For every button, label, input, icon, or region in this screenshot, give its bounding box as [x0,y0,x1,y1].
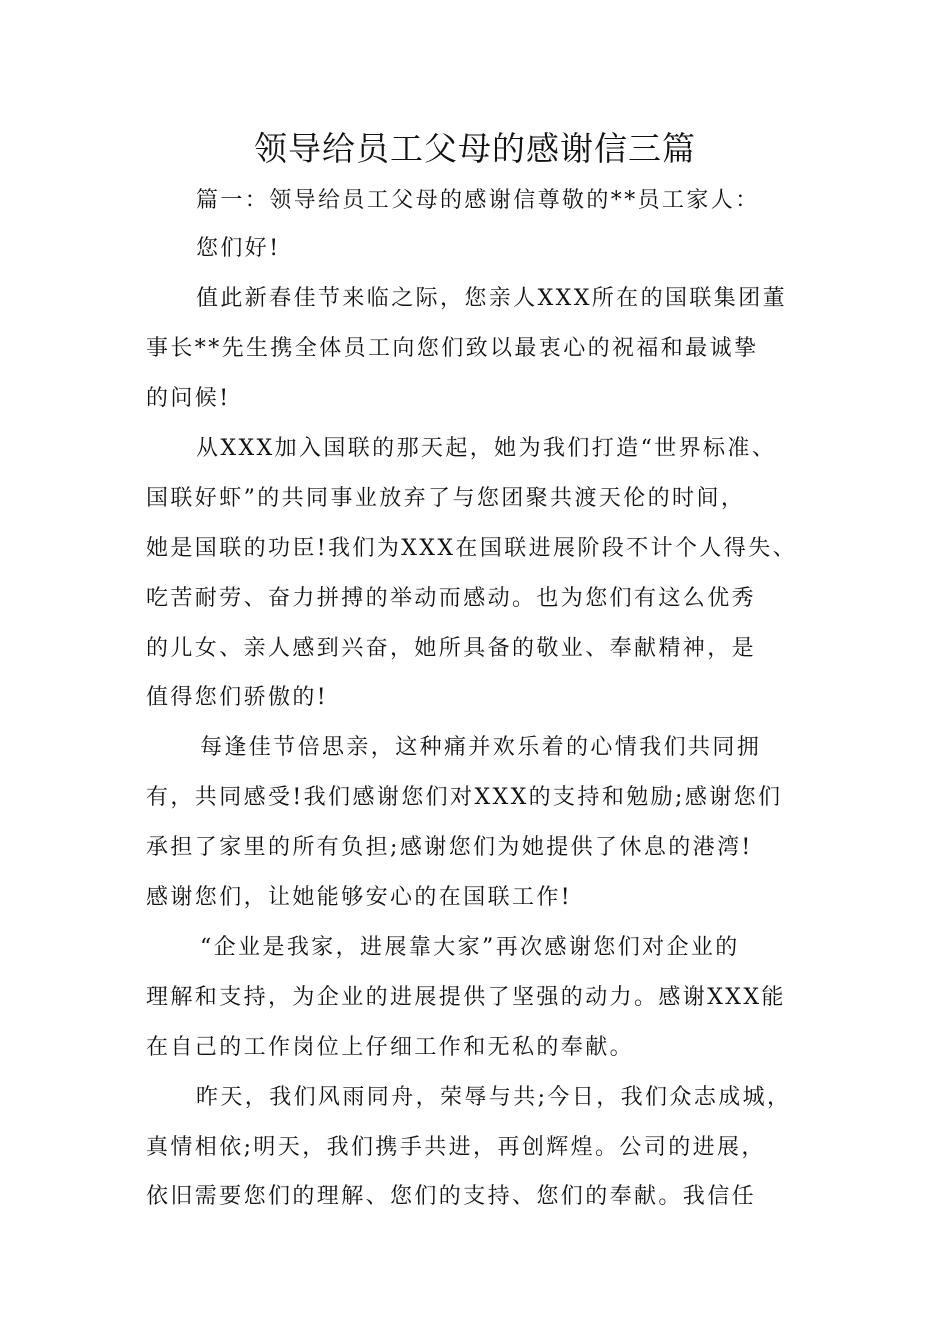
text-line: 感谢您们，让她能够安心的在国联工作! [146,885,573,910]
document-title: 领导给员工父母的感谢信三篇 [254,129,696,168]
text-line: “企业是我家，进展靠大家”再次感谢您们对企业的 [200,935,740,960]
text-line: 依旧需要您们的理解、您们的支持、您们的奉献。我信任 [146,1184,757,1209]
text-line: 的问候! [146,386,231,411]
text-line: 您们好! [196,236,281,261]
text-line: 国联好虾”的共同事业放弃了与您团聚共渡天伦的时间， [146,486,746,511]
text-line: 真情相依;明天，我们携手共进，再创辉煌。公司的进展， [146,1135,766,1160]
text-line: 每逢佳节倍思亲，这种痛并欢乐着的心情我们共同拥 [200,735,762,760]
text-line: 在自己的工作岗位上仔细工作和无私的奉献。 [146,1035,635,1060]
text-line: 承担了家里的所有负担;感谢您们为她提供了休息的港湾! [146,835,753,860]
text-line: 从XXX加入国联的那天起，她为我们打造“世界标准、 [196,436,777,461]
text-line: 吃苦耐劳、奋力拼搏的举动而感动。也为您们有这么优秀 [146,586,757,611]
text-line: 昨天，我们风雨同舟，荣辱与共;今日，我们众志成城， [196,1085,792,1110]
text-line: 有，共同感受!我们感谢您们对XXX的支持和勉励;感谢您们 [146,785,783,810]
text-line: 理解和支持，为企业的进展提供了坚强的动力。感谢XXX能 [146,985,786,1010]
text-line: 值得您们骄傲的! [146,685,329,710]
text-line: 的儿女、亲人感到兴奋，她所具备的敬业、奉献精神，是 [146,636,757,661]
text-line: 她是国联的功臣!我们为XXX在国联进展阶段不计个人得失、 [146,536,798,561]
text-line: 篇一：领导给员工父母的感谢信尊敬的**员工家人： [196,188,760,213]
text-line: 事长**先生携全体员工向您们致以最衷心的祝福和最诚挚 [146,336,759,361]
text-line: 值此新春佳节来临之际，您亲人XXX所在的国联集团董 [196,286,787,311]
